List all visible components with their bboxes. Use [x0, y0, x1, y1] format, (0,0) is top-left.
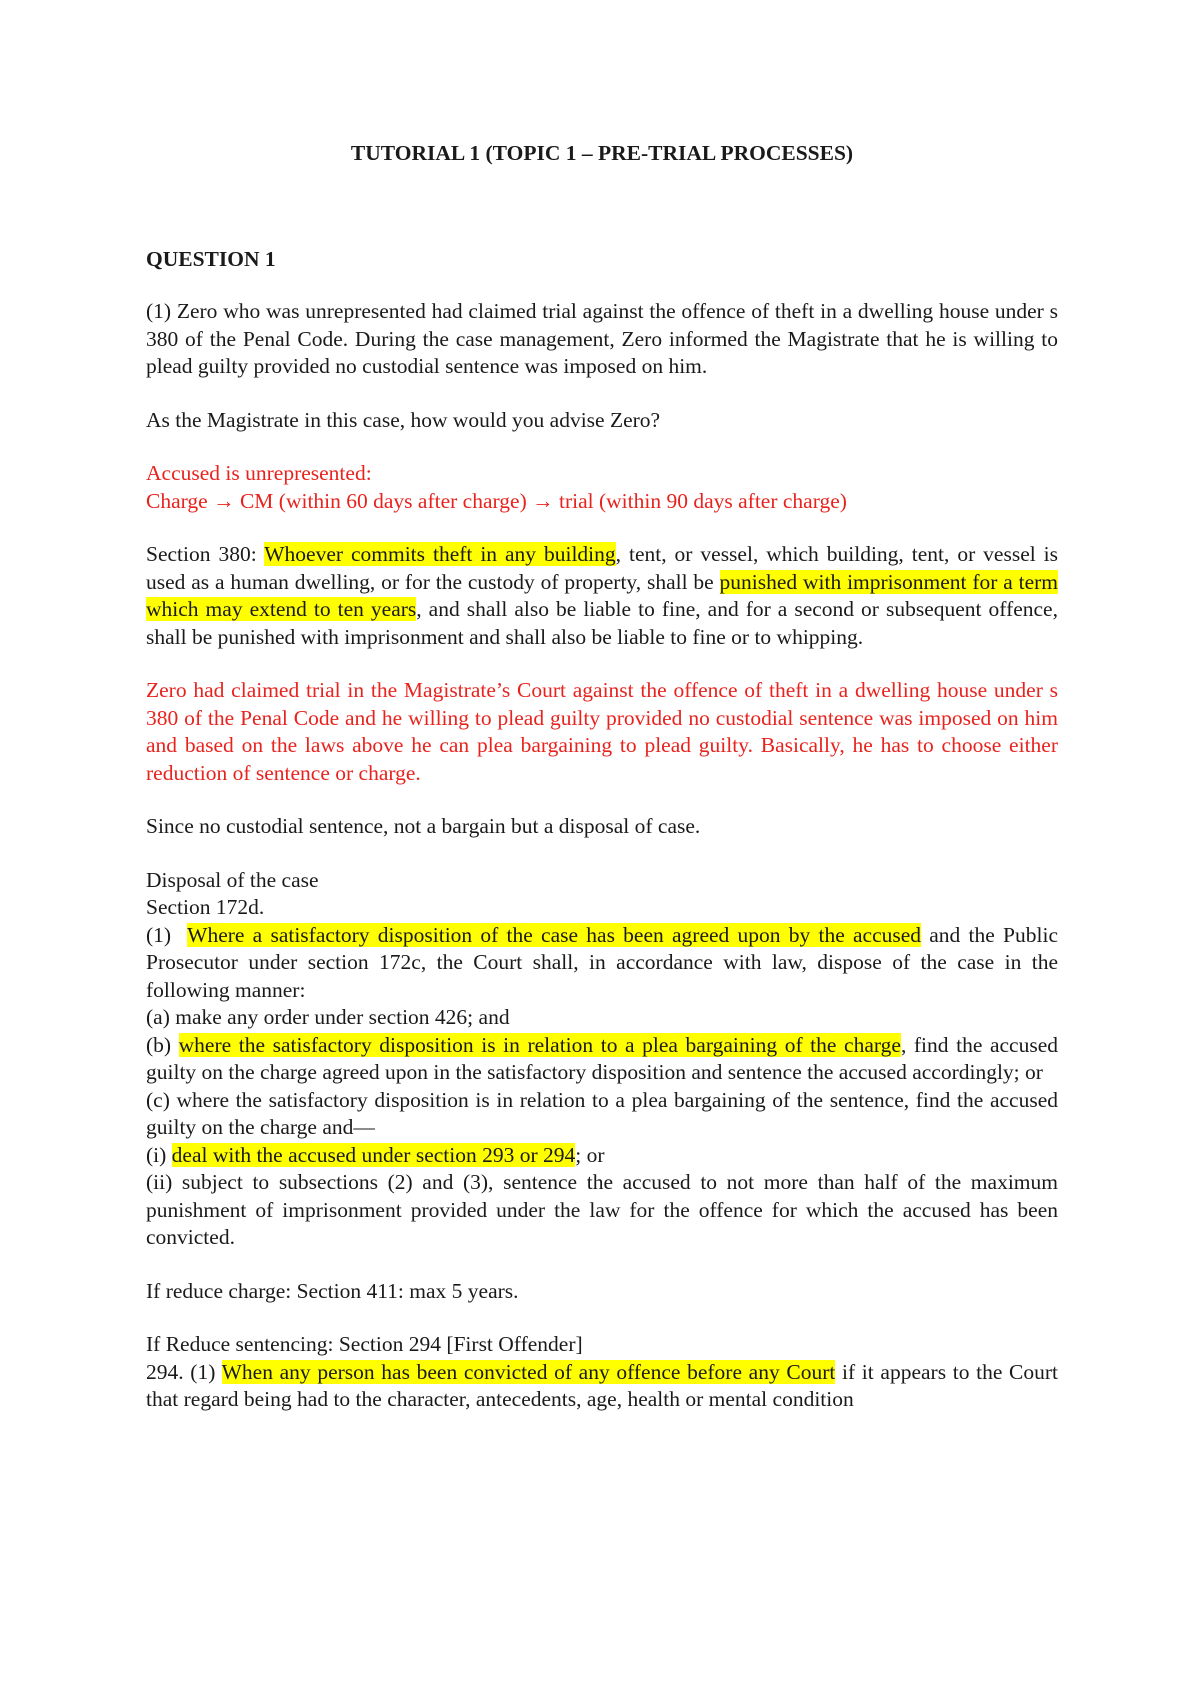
question-heading: QUESTION 1 — [146, 246, 276, 271]
b-tail: , find the accused guilty on the charge agreed upon in the satisfactory disposition and sentence the accused accordingly; or — [146, 1032, 1058, 1084]
section-172d-i — [146, 1142, 1058, 1170]
sub1-lead: (1) — [146, 922, 188, 947]
highlight-convicted-any-offence: When any person has been convicted of any offence before any Court — [221, 1359, 836, 1384]
question-prompt: As the Magistrate in this case, how would you advise Zero? — [146, 407, 661, 432]
b-lead: (b) — [146, 1032, 179, 1057]
section-294-block — [146, 1331, 1058, 1414]
section-172d-b — [146, 1032, 1058, 1087]
highlight-section-293-294: deal with the accused under section 293 or 294 — [171, 1142, 576, 1167]
reduce-charge-note: If reduce charge: Section 411: max 5 years. — [146, 1278, 519, 1303]
highlight-theft-in-building: Whoever commits theft in any building — [264, 542, 616, 566]
section-294-text — [146, 1359, 1058, 1414]
section-380-tail: , and shall also be liable to fine, and for a second or subsequent offence, shall be punished with imprisonment and shall also be liable to fine or to whipping. — [146, 597, 1058, 649]
reduce-sentencing-note: If Reduce sentencing: Section 294 [First Offender] — [146, 1332, 583, 1356]
highlight-punishment: punished with imprisonment for a term which may extend to ten years — [146, 569, 1059, 621]
section-172d-sub1 — [146, 922, 1058, 1005]
red-note — [146, 460, 1058, 515]
section-380-mid: , tent, or vessel, which building, tent, or vessel is used as a human dwelling, or for the custody of property, shall be — [146, 542, 1059, 594]
section-380-lead: Section 380: — [146, 542, 265, 566]
s294-lead: 294. (1) — [146, 1359, 222, 1384]
red-note-line-1: Accused is unrepresented: — [146, 461, 372, 485]
section-172d-a: (a) make any order under section 426; and — [146, 1005, 510, 1029]
i-lead: (i) — [146, 1142, 172, 1167]
section-172d-c: (c) where the satisfactory disposition is in relation to a plea bargaining of the sentence, find the accused guilty on the charge and— — [146, 1087, 1058, 1139]
highlight-satisfactory-disposition: Where a satisfactory disposition of the case has been agreed upon by the accused — [187, 922, 922, 947]
section-172d-ii: (ii) subject to subsections (2) and (3), sentence the accused to not more than half of the maximum punishment of imprisonment provided under the law for the offence for which the accused has been convicted. — [146, 1170, 1058, 1249]
disposal-note: Since no custodial sentence, not a bargain but a disposal of case. — [146, 814, 701, 838]
sub1-tail: and the Public Prosecutor under section 172c, the Court shall, in accordance with law, dispose of the case in the following manner: — [146, 922, 1058, 1002]
section-172d-heading: Section 172d. — [146, 895, 265, 919]
section-380-paragraph — [146, 541, 1058, 651]
disposal-block — [146, 867, 1058, 1252]
document-page — [146, 140, 1058, 1414]
page-title: TUTORIAL 1 (TOPIC 1 – PRE-TRIAL PROCESSES) — [350, 141, 854, 165]
i-tail: ; or — [575, 1142, 605, 1167]
red-note-line-2: Charge → CM (within 60 days after charge) → trial (within 90 days after charge) — [146, 488, 847, 513]
disposal-heading: Disposal of the case — [146, 867, 319, 892]
highlight-plea-bargaining-charge: where the satisfactory disposition is in relation to a plea bargaining of the charge — [178, 1032, 901, 1057]
s294-tail: if it appears to the Court that regard being had to the character, antecedents, age, health or mental condition — [146, 1359, 1058, 1411]
question-text: (1) Zero who was unrepresented had claimed trial against the offence of theft in a dwelling house under s 380 of the Penal Code. During the case management, Zero informed the Magistrate that he is willing to plead guilty provided no custodial sentence was imposed on him. — [146, 299, 1058, 378]
red-answer-paragraph: Zero had claimed trial in the Magistrate’s Court against the offence of theft in a dwelling house under s 380 of the Penal Code and he willing to plead guilty provided no custodial sentence was imposed on him and based on the laws above he can plea bargaining to plead guilty. Basically, he has to choose either reduction of sentence or charge. — [146, 678, 1058, 785]
